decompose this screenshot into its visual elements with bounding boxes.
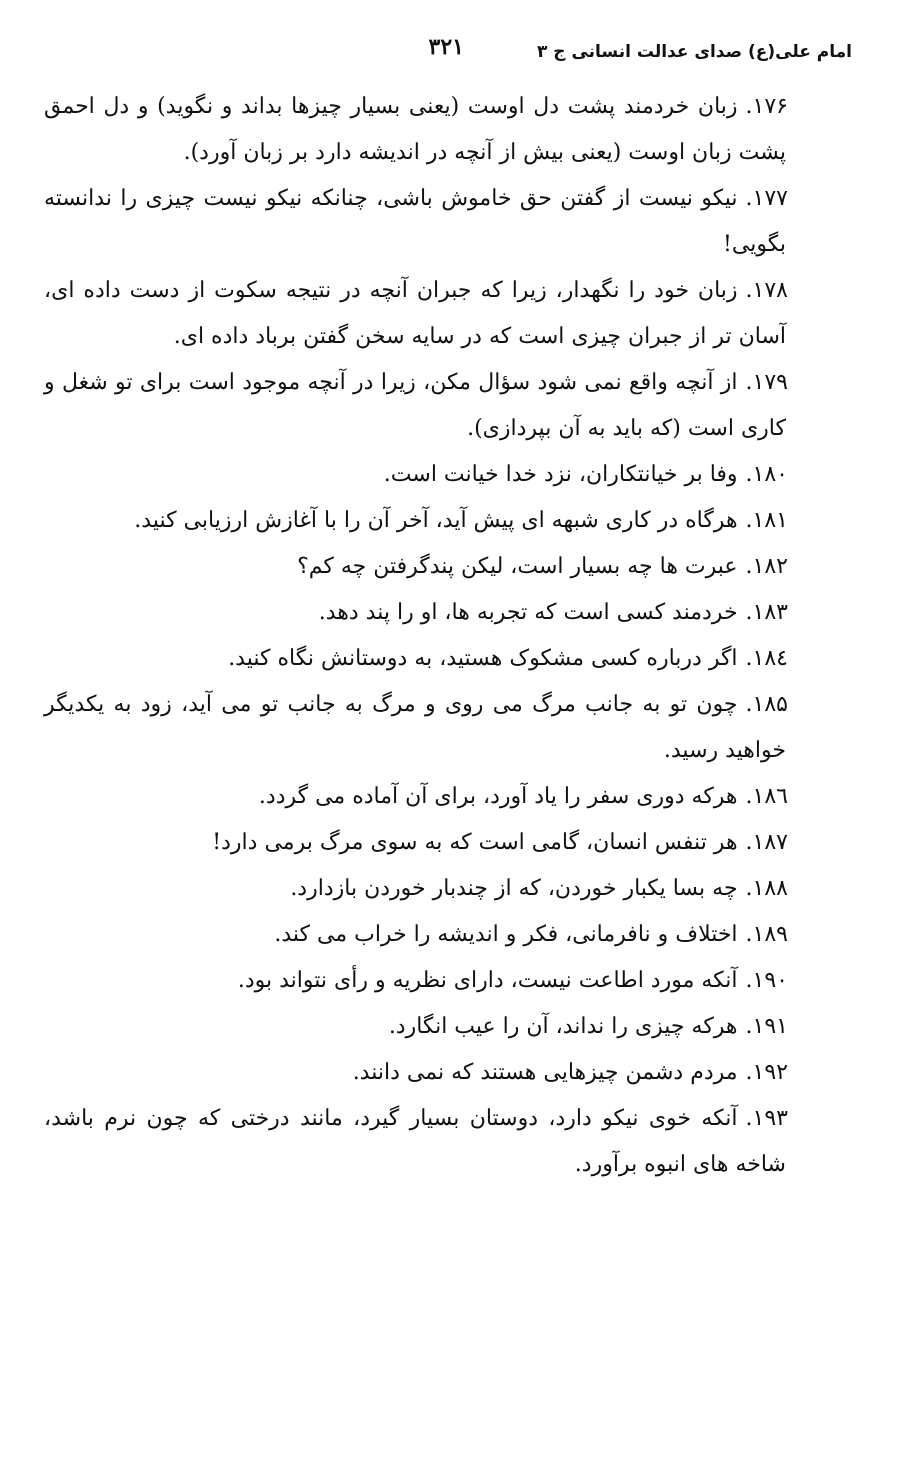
saying-item [44, 360, 786, 452]
saying-text: چه بسا یکبار خوردن، که از چندبار خوردن بازدارد. [290, 876, 738, 901]
saying-number: ۱۸۱. [745, 508, 788, 533]
saying-text: وفا بر خیانتکاران، نزد خدا خیانت است. [383, 462, 738, 487]
saying-number: ۱۹۰. [745, 968, 788, 993]
saying-text: مردم دشمن چیزهایی هستند که نمی دانند. [352, 1060, 738, 1085]
saying-number: ۱۸۷. [745, 830, 788, 855]
saying-number: ۱۸۳. [745, 600, 788, 625]
saying-number: ۱۹۱. [745, 1014, 788, 1039]
saying-item [44, 590, 786, 636]
saying-number: ۱۸۸. [745, 876, 788, 901]
saying-item [44, 544, 786, 590]
saying-item [44, 268, 786, 360]
saying-number: ۱۷۸. [745, 278, 788, 303]
saying-text: از آنچه واقع نمی شود سؤال مکن، زیرا در آنچه موجود است برای تو شغل و کاری است (که باید به آن بپردازی). [44, 370, 786, 441]
saying-number: ۱۹۲. [745, 1060, 788, 1085]
saying-text: آنکه مورد اطاعت نیست، دارای نظریه و رأی نتواند بود. [237, 968, 738, 993]
saying-text: چون تو به جانب مرگ می روی و مرگ به جانب تو می آید، زود به یکدیگر خواهید رسید. [44, 692, 786, 763]
saying-number: ۱۸٤. [745, 646, 788, 671]
saying-number: ۱۷۶. [745, 94, 788, 119]
saying-item [44, 176, 786, 268]
saying-item [44, 636, 786, 682]
saying-text: هرکه چیزی را نداند، آن را عیب انگارد. [388, 1014, 738, 1039]
saying-item [44, 866, 786, 912]
saying-text: عبرت ها چه بسیار است، لیکن پندگرفتن چه کم؟ [297, 554, 738, 579]
saying-item [44, 1096, 786, 1188]
saying-number: ۱۸٦. [745, 784, 788, 809]
saying-text: اختلاف و نافرمانی، فکر و اندیشه را خراب می کند. [274, 922, 738, 947]
saying-text: زبان خود را نگهدار، زیرا که جبران آنچه در نتیجه سکوت از دست داده ای، آسان تر از جبران چیزی است که در سایه سخن گفتن برباد داده ای. [44, 278, 786, 349]
saying-text: آنکه خوی نیکو دارد، دوستان بسیار گیرد، مانند درختی که چون نرم باشد، شاخه های انبوه برآورد. [44, 1106, 786, 1177]
saying-item [44, 498, 786, 544]
saying-item [44, 820, 786, 866]
saying-number: ۱۸۵. [745, 692, 788, 717]
saying-item [44, 1050, 786, 1096]
saying-item [44, 452, 786, 498]
saying-number: ۱۷۹. [745, 370, 788, 395]
sayings-list [44, 84, 786, 1188]
saying-item [44, 958, 786, 1004]
running-header [30, 34, 852, 74]
saying-text: خردمند کسی است که تجربه ها، او را پند دهد. [318, 600, 738, 625]
saying-number: ۱۸۲. [745, 554, 788, 579]
saying-item [44, 682, 786, 774]
saying-item [44, 84, 786, 176]
saying-number: ۱۷۷. [745, 186, 788, 211]
saying-item [44, 912, 786, 958]
saying-text: اگر درباره کسی مشکوک هستید، به دوستانش نگاه کنید. [228, 646, 738, 671]
saying-number: ۱۸۰. [745, 462, 788, 487]
saying-text: هر تنفس انسان، گامی است که به سوی مرگ برمی دارد! [212, 830, 738, 855]
saying-text: نیکو نیست از گفتن حق خاموش باشی، چنانکه نیکو نیست چیزی را ندانسته بگویی! [44, 186, 786, 257]
saying-number: ۱۸۹. [745, 922, 788, 947]
book-title: امام علی(ع) صدای عدالت انسانی ج ۳ [536, 42, 852, 62]
page-number: ۳۲۱ [428, 34, 464, 60]
saying-text: هرکه دوری سفر را یاد آورد، برای آن آماده می گردد. [258, 784, 738, 809]
saying-text: زبان خردمند پشت دل اوست (یعنی بسیار چیزها بداند و نگوید) و دل احمق پشت زبان اوست (یعنی بیش از آنچه در اندیشه دارد بر زبان آورد). [44, 94, 786, 165]
saying-number: ۱۹۳. [745, 1106, 788, 1131]
saying-item [44, 1004, 786, 1050]
saying-text: هرگاه در کاری شبهه ای پیش آید، آخر آن را با آغازش ارزیابی کنید. [134, 508, 738, 533]
saying-item [44, 774, 786, 820]
